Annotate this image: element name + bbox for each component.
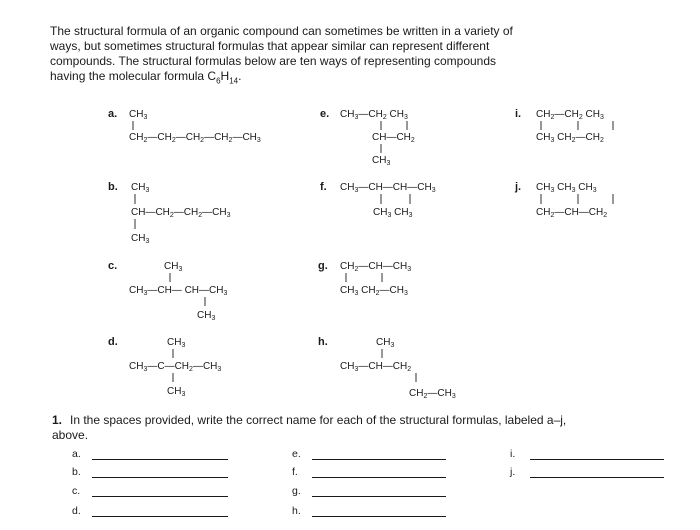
svg-text:CH3 CH2—CH2: $CH_3$ $CH_2—CH_2$ [536, 132, 604, 144]
answer-blank-b[interactable] [92, 477, 228, 478]
structure-b [108, 181, 231, 245]
intro-text: The structural formula of an organic compound can sometimes be written in a variety of ways, but sometimes structural formulas that appear similar can represent different compounds. The structural formulas below are ten ways of representing compounds having the molecular formula C [50, 24, 513, 83]
svg-text:CH3—CH— CH—CH3: $CH_3—CH—$ $CH—CH_3$ [129, 285, 228, 297]
svg-text:CH2—CH2—CH2—CH2—CH3: $CH_2—CH_2—CH_2—CH_2—CH_3$ [129, 132, 261, 144]
answer-row-f [292, 466, 452, 480]
answer-blank-a[interactable] [92, 459, 228, 460]
svg-text:CH3: $CH_3$ [131, 233, 150, 245]
intro-end: . [238, 69, 242, 83]
structure-j [514, 181, 613, 219]
label-j: j. [515, 181, 522, 193]
answer-blank-f[interactable] [312, 477, 446, 478]
answer-row-i [510, 448, 670, 462]
svg-text:CH2—CH—CH3: $CH_2—CH—CH_3$ [340, 261, 412, 273]
svg-text:CH3 CH2—CH3: $CH_3$ $CH_2—CH_3$ [340, 285, 408, 297]
answer-label-i: i. [510, 448, 516, 460]
structure-d [108, 336, 221, 398]
answer-row-d [72, 505, 232, 519]
label-d: d. [108, 336, 118, 348]
svg-text:CH3: $CH_3$ [197, 310, 216, 322]
answer-blank-h[interactable] [312, 516, 446, 517]
svg-text:CH2—CH2 CH3: $CH_2—CH_2$ $CH_3$ [536, 109, 604, 121]
svg-text:CH3: $CH_3$ [372, 155, 391, 167]
answer-row-g [292, 485, 452, 499]
svg-text:CH3: $CH_3$ [164, 261, 183, 273]
structure-a [108, 108, 261, 144]
label-g: g. [318, 260, 328, 272]
label-h: h. [318, 336, 328, 348]
answer-row-h [292, 505, 452, 519]
label-i: i. [515, 108, 522, 120]
intro-h: H [220, 69, 230, 83]
answer-blank-j[interactable] [530, 477, 664, 478]
svg-text:CH3: $CH_3$ [167, 386, 186, 398]
svg-text:CH2—CH3: $CH_2—CH_3$ [409, 388, 456, 400]
svg-text:CH2—CH—CH2: $CH_2—CH—CH_2$ [536, 207, 608, 219]
svg-text:CH3: $CH_3$ [376, 337, 395, 349]
answer-row-c [72, 485, 232, 499]
question-text: In the spaces provided, write the correct name for each of the structural formulas, labeled a–j, above. [52, 413, 567, 442]
answer-blank-g[interactable] [312, 496, 446, 497]
label-c: c. [108, 260, 118, 272]
question-number: 1. [52, 413, 63, 427]
svg-text:CH3: $CH_3$ [129, 109, 148, 121]
structure-e [320, 108, 415, 167]
answer-label-a: a. [72, 448, 81, 460]
answer-label-g: g. [292, 485, 301, 497]
structure-g [318, 260, 411, 297]
svg-text:CH3—CH—CH—CH3: $CH_3—CH—CH—CH_3$ [340, 182, 436, 194]
svg-text:CH3 CH3: $CH_3$ $CH_3$ [373, 207, 413, 219]
subscript-14: 14 [229, 76, 239, 86]
svg-text:CH3: $CH_3$ [167, 337, 186, 349]
answer-row-e [292, 448, 452, 462]
svg-text:CH3—CH2 CH3: $CH_3—CH_2$ $CH_3$ [340, 109, 408, 121]
svg-text:CH3 CH3 CH3: $CH_3$ $CH_3$ $CH_3$ [536, 182, 597, 194]
answer-blank-c[interactable] [92, 496, 228, 497]
structure-c [108, 260, 227, 322]
structure-i [515, 108, 613, 144]
svg-text:CH3—CH—CH2: $CH_3—CH—CH_2$ [340, 361, 412, 373]
answer-label-d: d. [72, 505, 81, 517]
answer-label-h: h. [292, 505, 301, 517]
svg-text:CH3: $CH_3$ [131, 182, 150, 194]
answer-label-b: b. [72, 466, 81, 478]
answer-label-c: c. [72, 485, 81, 497]
structure-f [320, 181, 436, 219]
answer-row-b [72, 466, 232, 480]
svg-text:CH—CH2—CH2—CH3: $CH—CH_2—CH_2—CH_3$ [131, 207, 231, 219]
structure-h [318, 336, 456, 400]
answer-label-f: f. [292, 466, 298, 478]
question-1 [52, 413, 572, 443]
svg-text:CH3—C—CH2—CH3: $CH_3—C—CH_2—CH_3$ [129, 361, 222, 373]
answer-blank-i[interactable] [530, 459, 664, 460]
label-b: b. [108, 181, 118, 193]
answer-blank-d[interactable] [92, 516, 228, 517]
answer-row-a [72, 448, 232, 462]
answer-blank-e[interactable] [312, 459, 446, 460]
subscript-6: 6 [216, 76, 221, 86]
answer-label-j: j. [510, 466, 516, 478]
answer-label-e: e. [292, 448, 301, 460]
svg-text:CH—CH2: $CH—CH_2$ [372, 132, 415, 144]
label-e: e. [320, 108, 330, 120]
label-f: f. [320, 181, 327, 193]
label-a: a. [108, 108, 118, 120]
answer-row-j [510, 466, 670, 480]
